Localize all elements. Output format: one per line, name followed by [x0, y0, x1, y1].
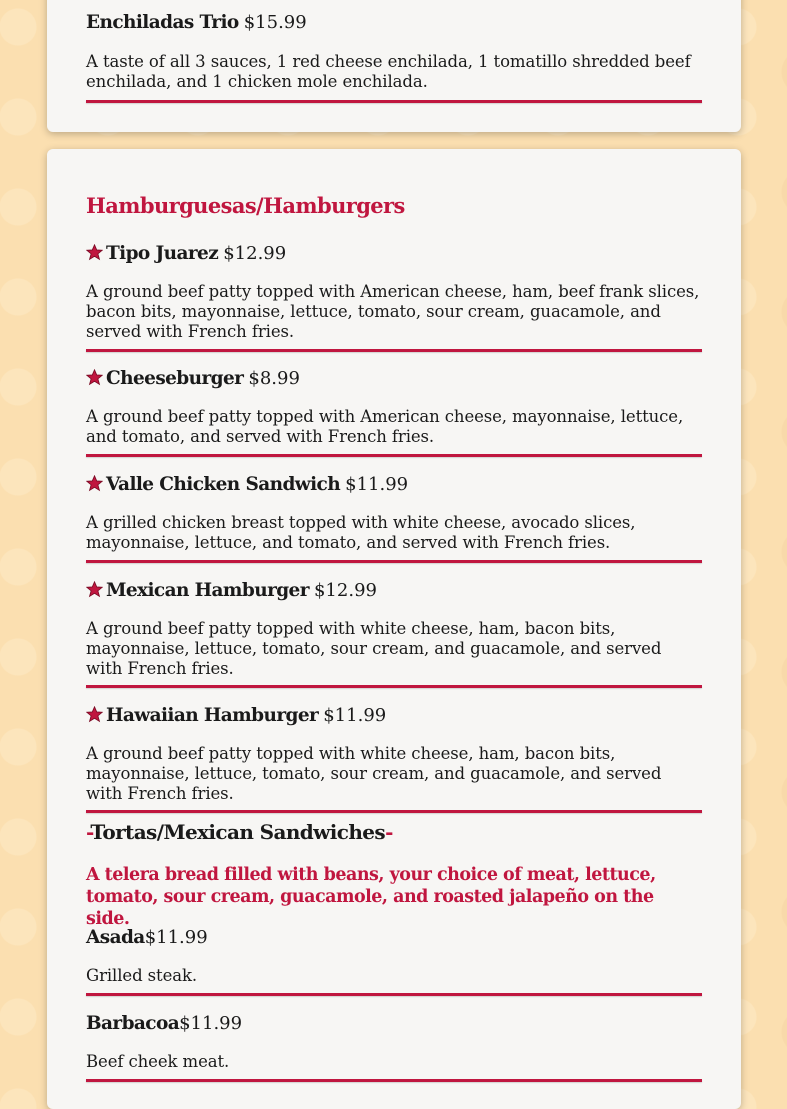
menu-item-header	[86, 579, 377, 603]
title-dash-left: -	[86, 820, 91, 844]
menu-item-header	[86, 11, 307, 35]
item-name: Valle Chicken Sandwich	[106, 474, 341, 495]
menu-item-header	[86, 926, 208, 950]
divider	[86, 810, 702, 813]
menu-card-top	[47, 0, 741, 132]
divider	[86, 560, 702, 563]
menu-item-header	[86, 473, 408, 497]
menu-card-hamburgers	[47, 149, 741, 1109]
star-icon	[86, 706, 103, 723]
star-icon	[86, 581, 103, 598]
item-price: $15.99	[243, 12, 307, 33]
item-description: Grilled steak.	[86, 966, 198, 985]
section-title: Hamburguesas/Hamburgers	[86, 193, 405, 218]
item-price: $11.99	[345, 474, 409, 495]
subsection-title-text: Tortas/Mexican Sandwiches	[90, 820, 386, 844]
star-icon	[86, 369, 103, 386]
item-price: $8.99	[248, 368, 300, 389]
item-name: Barbacoa	[86, 1013, 180, 1034]
item-name: Enchiladas Trio	[86, 12, 239, 33]
star-icon	[86, 475, 103, 492]
menu-item-header	[86, 704, 386, 728]
title-dash-right: -	[385, 820, 393, 844]
subsection-title	[86, 820, 393, 844]
item-price: $12.99	[313, 580, 377, 601]
item-price: $12.99	[223, 243, 287, 264]
divider	[86, 1079, 702, 1082]
star-icon	[86, 244, 103, 261]
divider	[86, 993, 702, 996]
menu-item-header	[86, 1012, 242, 1036]
item-description: A taste of all 3 sauces, 1 red cheese enchilada, 1 tomatillo shredded beef enchilada, and 1 chicken mole enchilada.	[86, 52, 691, 91]
divider	[86, 454, 702, 457]
item-name: Mexican Hamburger	[106, 580, 309, 601]
item-description: A ground beef patty topped with American cheese, mayonnaise, lettuce, and tomato, and served with French fries.	[86, 407, 684, 446]
menu-item-header	[86, 367, 300, 391]
item-description: Beef cheek meat.	[86, 1052, 230, 1071]
item-name: Tipo Juarez	[106, 243, 219, 264]
item-price: $11.99	[179, 1013, 243, 1034]
item-description: A ground beef patty topped with white cheese, ham, bacon bits, mayonnaise, lettuce, tomato, sour cream, and guacamole, and served with French fries.	[86, 744, 662, 803]
divider	[86, 685, 702, 688]
item-name: Cheeseburger	[106, 368, 244, 389]
divider	[86, 100, 702, 103]
item-price: $11.99	[144, 927, 208, 948]
item-description: A grilled chicken breast topped with white cheese, avocado slices, mayonnaise, lettuce, and tomato, and served with French fries.	[86, 513, 636, 552]
item-description: A ground beef patty topped with American cheese, ham, beef frank slices, bacon bits, mayonnaise, lettuce, tomato, sour cream, guacamole, and served with French fries.	[86, 282, 700, 341]
menu-item-header	[86, 242, 286, 266]
subsection-note: A telera bread filled with beans, your choice of meat, lettuce, tomato, sour cream, guacamole, and roasted jalapeño on the side.	[86, 865, 656, 929]
item-description: A ground beef patty topped with white cheese, ham, bacon bits, mayonnaise, lettuce, tomato, sour cream, and guacamole, and served with French fries.	[86, 619, 662, 678]
divider	[86, 349, 702, 352]
item-name: Asada	[86, 927, 145, 948]
item-name: Hawaiian Hamburger	[106, 705, 319, 726]
item-price: $11.99	[323, 705, 387, 726]
